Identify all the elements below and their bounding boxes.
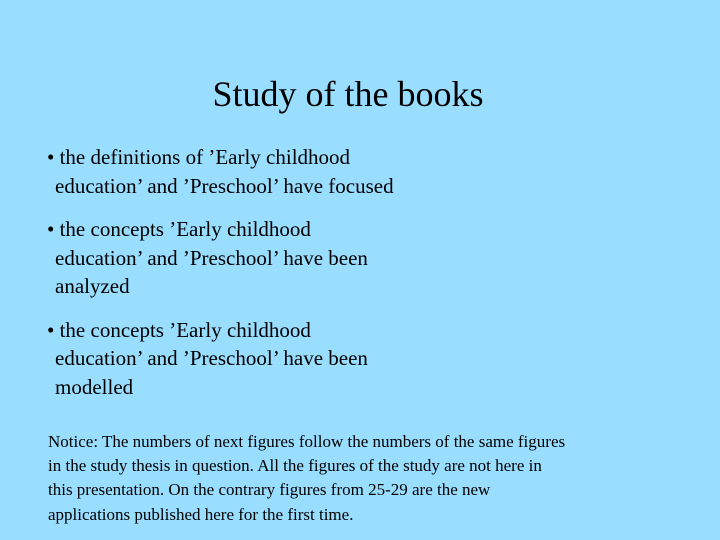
bullet-item (47, 316, 507, 402)
bullet-item (47, 215, 507, 301)
notice-text: Notice: The numbers of next figures follow the numbers of the same figures in the study thesis in question. All the figures of the study are not here in this presentation. On the contrary figures from 25-29 are the new applications published here for the first time. (48, 432, 566, 524)
bullet-text-continuation: education’ and ’Preschool’ have been modelled (55, 346, 368, 399)
bullet-text-first-line: • the concepts ’Early childhood (47, 217, 311, 241)
bullet-item (47, 143, 507, 200)
bullet-text-continuation: education’ and ’Preschool’ have been analyzed (55, 245, 368, 298)
bullet-list (47, 143, 507, 416)
bullet-text-first-line: • the definitions of ’Early childhood (47, 145, 351, 169)
bullet-text-first-line: • the concepts ’Early childhood (47, 317, 311, 342)
bullet-text-continuation: education’ and ’Preschool’ have focused (55, 173, 394, 198)
slide-title: Study of the books (212, 74, 484, 114)
